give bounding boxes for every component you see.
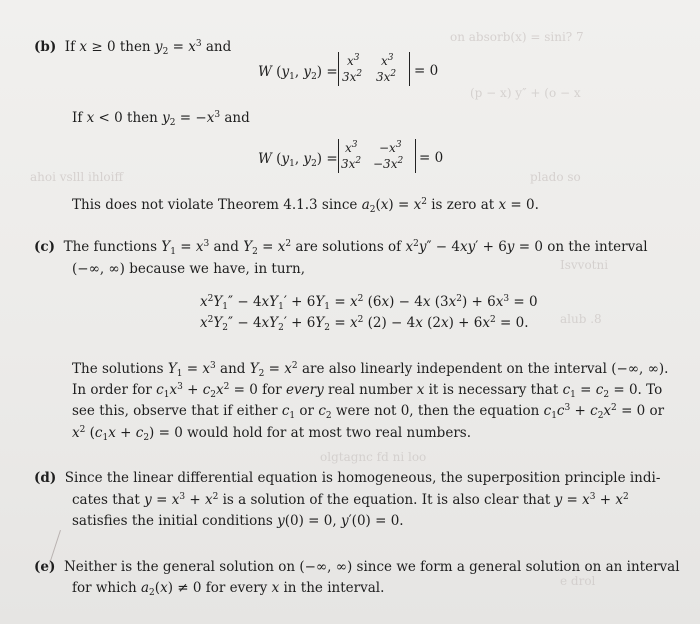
bleed-through-text: alub .8	[560, 312, 602, 326]
part-c-equation-2: $x^2Y_2'' - 4xY_2' + 6Y_2 = x^2$ (2) − 4x $(2x) + 6x^2 = 0$.	[200, 315, 529, 333]
part-d-line-3: satisfies the initial conditions y(0) = 0, y′(0) = 0.	[72, 513, 404, 529]
theorem-ref: Theorem 4.1.3	[217, 197, 318, 213]
matrix-cell: $x^3$	[381, 53, 394, 68]
equals-zero: = 0	[419, 150, 444, 166]
bleed-through-text: Isvvotni	[560, 258, 609, 272]
bleed-through-text: (p − x) y″ + (o − x	[470, 86, 581, 100]
part-c-para-line-2: In order for $c_1x^3 + c_2x^2 = 0$ for every real number x it is necessary that $c_1 = c_2 = 0$. To	[72, 382, 663, 400]
bleed-through-text: on absorb(x) = sini? 7	[450, 30, 584, 44]
part-label: (c)	[34, 239, 55, 255]
bleed-through-text: plado so	[530, 170, 581, 184]
part-c-para-line-4: $x^2$ $(c_1x + c_2) = 0$ would hold for at most two real numbers.	[72, 425, 471, 443]
matrix-cell: $-3x^2$	[373, 156, 404, 171]
part-label: (b)	[34, 39, 57, 55]
wronskian-matrix-1	[338, 52, 410, 86]
part-b-condition-2: If x < 0 then $y_2 = -x^3$ and	[72, 110, 250, 128]
part-d-line-1: (d) Since the linear differential equation is homogeneous, the superposition principle indi-	[34, 470, 661, 486]
matrix-cell: $3x^2$	[341, 156, 362, 171]
part-e-line-1: (e) Neither is the general solution on (−∞, ∞) since we form a general solution on an interval	[34, 559, 680, 575]
wronskian-lhs: W ($y_1$, $y_2$) =	[258, 151, 338, 169]
matrix-cell: $3x^2$	[342, 69, 363, 84]
part-c-line-1: (c) The functions $Y_1 = x^3$ and $Y_2 = x^2$ are solutions of $x^2y'' - 4xy' + 6y = 0$ on the interval	[34, 239, 648, 257]
part-label: (d)	[34, 470, 57, 486]
bleed-through-text: ahoi vslll ihloiff	[30, 170, 124, 184]
matrix-cell: $x^3$	[347, 53, 360, 68]
part-c-para-line-1: The solutions $Y_1 = x^3$ and $Y_2 = x^2$ are also linearly independent on the interval (−∞, ∞).	[72, 361, 669, 379]
part-b-conclusion: This does not violate Theorem 4.1.3 since $a_2(x) = x^2$ is zero at x = 0.	[72, 197, 539, 215]
matrix-cell: $3x^2$	[376, 69, 397, 84]
equals-zero: = 0	[414, 63, 439, 79]
bleed-through-text: e drol	[560, 574, 596, 588]
part-c-equation-1: $x^2Y_1'' - 4xY_1' + 6Y_1 = x^2$ (6x) − 4x $(3x^2) + 6x^3 = 0$	[200, 294, 538, 312]
part-c-para-line-3: see this, observe that if either $c_1$ or $c_2$ were not 0, then the equation $c_1c^3 + c_2x^2 = 0$ or	[72, 403, 665, 421]
part-e-line-2: for which $a_2(x) \ne 0$ for every x in the interval.	[72, 580, 385, 598]
bleed-through-text: olgtagnc fd ni loo	[320, 450, 427, 464]
part-b-condition-1: (b) If x ≥ 0 then $y_2 = x^3$ and	[34, 39, 232, 57]
matrix-cell: $x^3$	[345, 140, 358, 155]
wronskian-lhs: W ($y_1$, $y_2$) =	[258, 64, 338, 82]
part-c-line-2: (−∞, ∞) because we have, in turn,	[72, 261, 305, 277]
matrix-cell: $-x^3$	[379, 140, 402, 155]
part-d-line-2: cates that $y = x^3 + x^2$ is a solution of the equation. It is also clear that $y = x^3 + x^2$	[72, 492, 629, 508]
wronskian-matrix-2	[338, 139, 416, 173]
part-label: (e)	[34, 559, 56, 575]
